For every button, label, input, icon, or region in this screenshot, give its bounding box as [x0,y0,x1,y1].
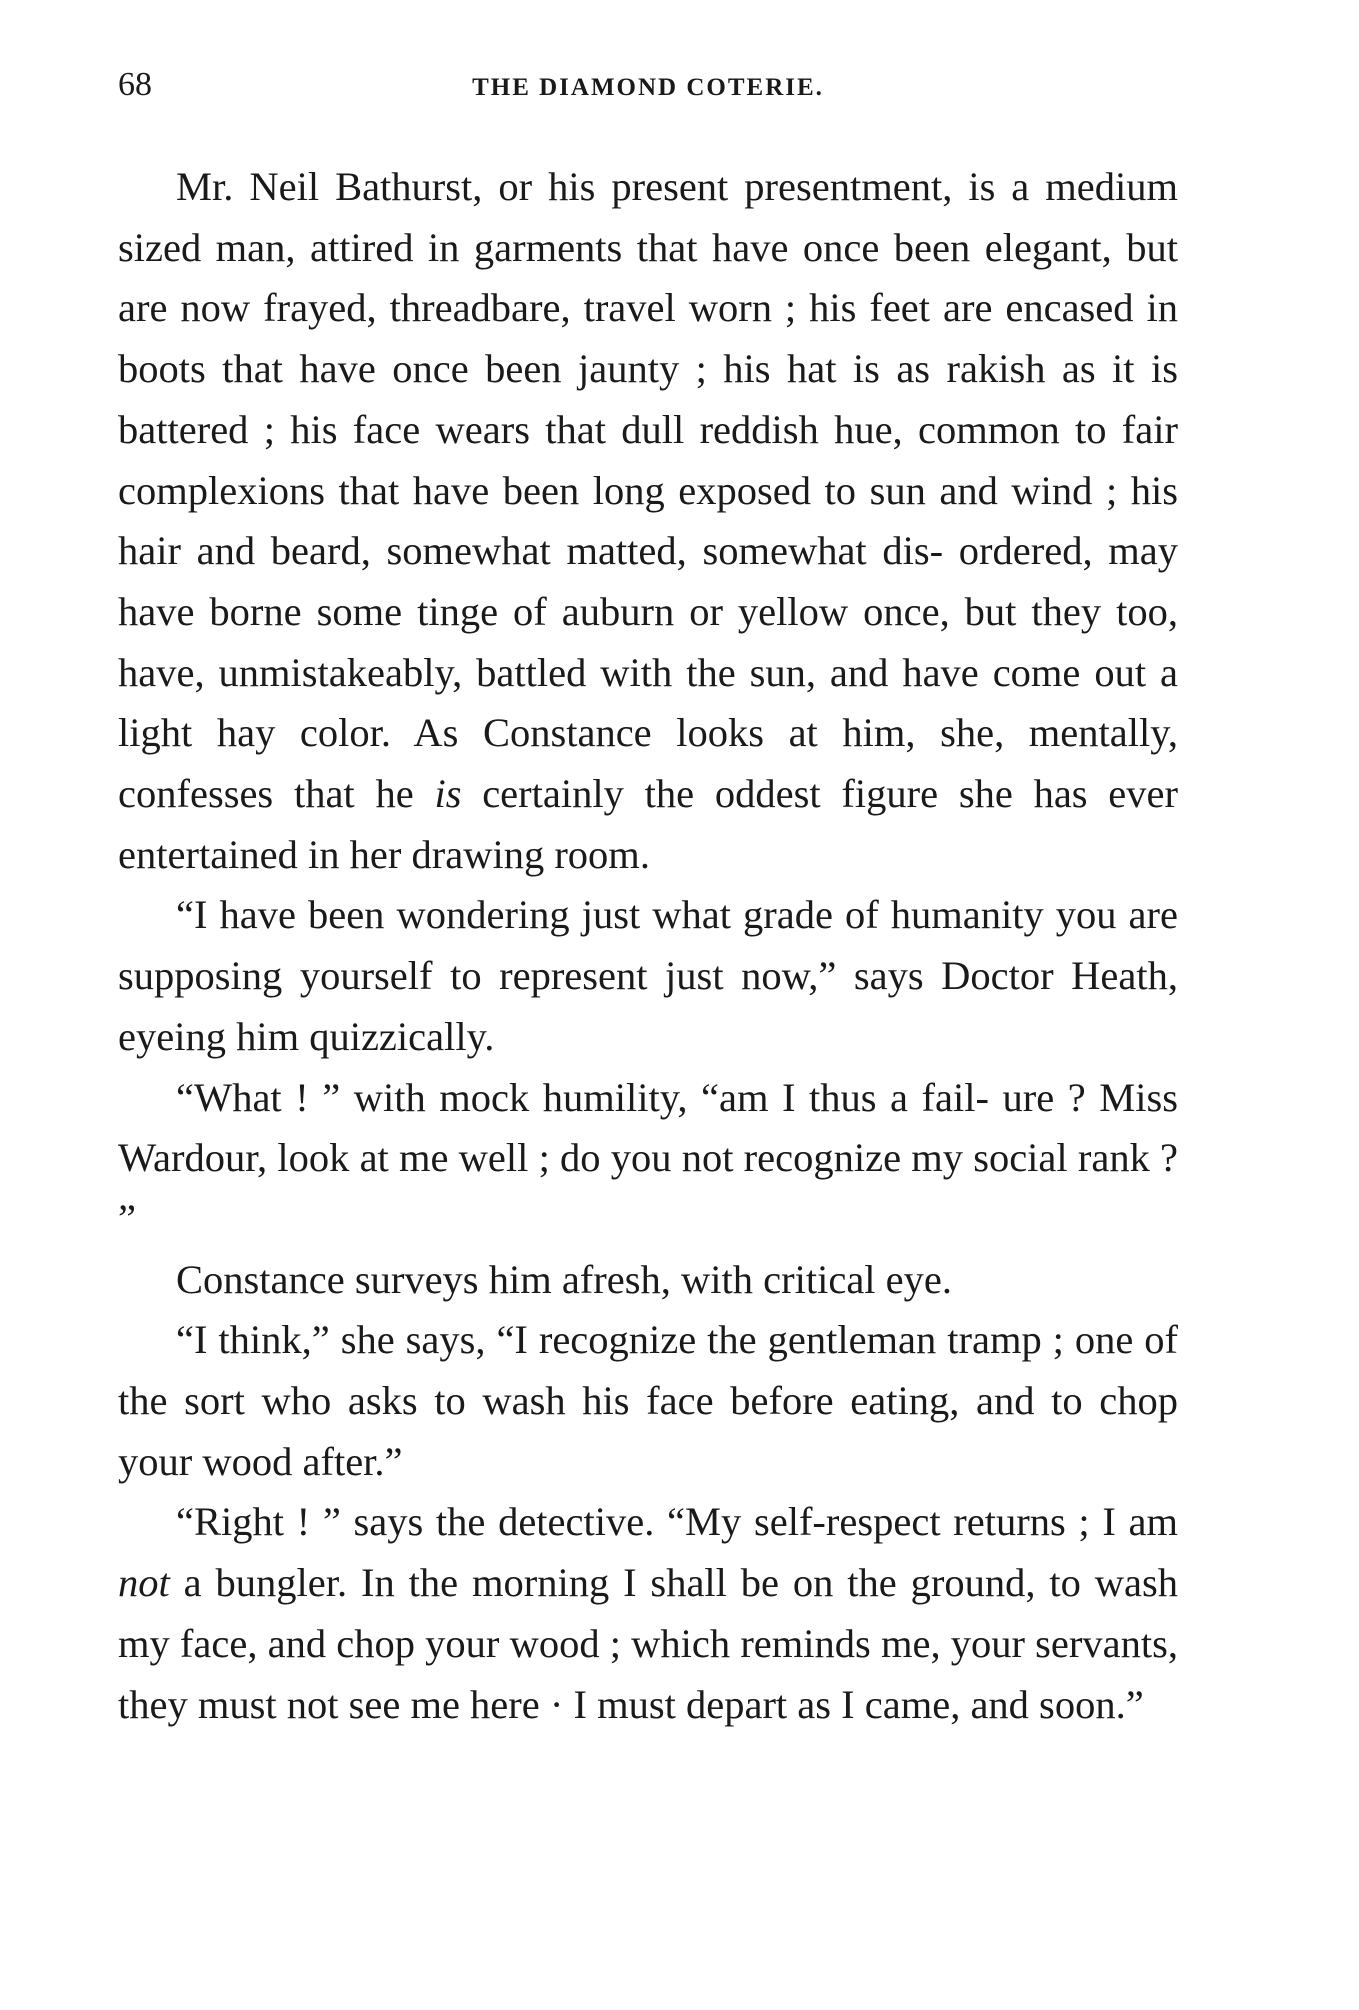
paragraph-6 [118,1492,1178,1735]
paragraph-3: “What ! ” with mock humility, “am I thus a fail- ure ? Miss Wardour, look at me well ; do you not recognize my social rank ? ” [118,1074,1178,1241]
paragraph-5: “I think,” she says, “I recognize the gentleman tramp ; one of the sort who asks to wash his face before eating, and to chop your wood after.” [118,1317,1178,1484]
running-title: THE DIAMOND COTERIE. [472,74,824,101]
body-text [118,157,1178,1735]
paragraph-2: “I have been wondering just what grade of humanity you are supposing yourself to represent just now,” says Doctor Heath, eyeing him quizzically. [118,892,1178,1059]
running-head [118,66,1178,116]
paragraph-6-text-after: a bungler. In the morning I shall be on the ground, to wash my face, and chop your wood ; which reminds me, your servants, they must not see me here · I must depart as I came, and soon.” [118,1560,1178,1727]
paragraph-1-text-after: certainly the oddest figure she has ever entertained in her drawing room. [118,771,1178,877]
paragraph-4: Constance surveys him afresh, with critical eye. [176,1256,953,1302]
paragraph-1 [118,157,1178,885]
page-number: 68 [118,66,152,103]
paragraph-6-text-before: “Right ! ” says the detective. “My self-respect returns ; I am [176,1499,1178,1545]
paragraph-1-text-before: Mr. Neil Bathurst, or his present presentment, is a medium sized man, attired in garments that have once been elegant, but are now frayed, threadbare, travel worn ; his feet are encased in boots that have once been jaunty ; his hat is as rakish as it is battered ; his face wears that dull reddish hue, common to fair complexions that have been long exposed to sun and wind ; his hair and beard, somewhat matted, somewhat dis- ordered, may have borne some tinge of auburn or yellow once, but they too, have, unmistakeably, battled with the sun, and have come out a light hay color. As Constance looks at him, she, mentally, confesses that he [118,164,1178,817]
paragraph-1-italic-is: is [434,771,462,817]
paragraph-6-italic-not: not [118,1560,170,1606]
